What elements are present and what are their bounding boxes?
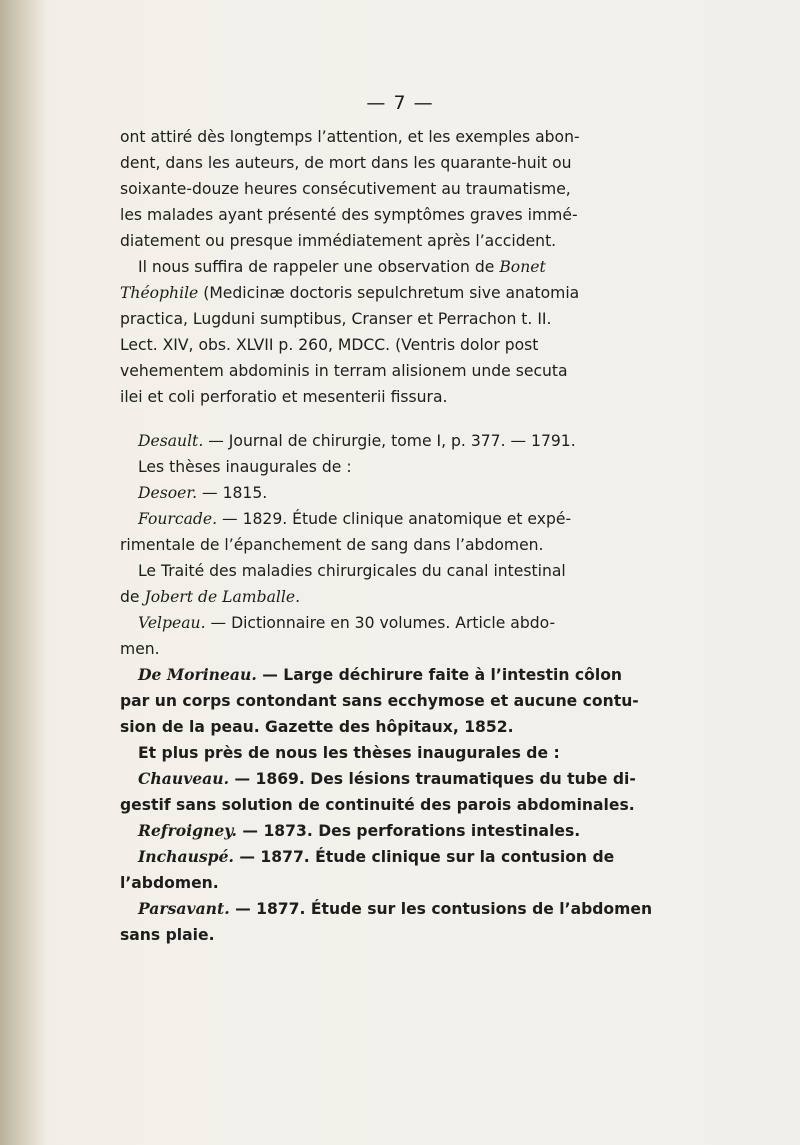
text-line	[120, 254, 710, 280]
page-number: — 7 —	[366, 92, 434, 114]
text-line	[120, 870, 710, 896]
text-span: — 1873. Des perforations intestinales.	[237, 822, 581, 840]
page-binding-shadow	[0, 0, 46, 1145]
italic-name: Théophile	[120, 284, 199, 302]
text-line	[120, 358, 710, 384]
italic-name: Chauveau.	[138, 769, 230, 788]
text-line	[120, 280, 710, 306]
text-span: practica, Lugduni sumptibus, Cranser et Perrachon t. II.	[120, 310, 552, 328]
text-line	[120, 584, 710, 610]
text-span: Les thèses inaugurales de :	[138, 458, 352, 476]
text-span: ont attiré dès longtemps l’attention, et les exemples abon-	[120, 128, 580, 146]
text-span: — Journal de chirurgie, tome I, p. 377. — 1791.	[203, 432, 576, 450]
text-line	[120, 688, 710, 714]
text-line	[120, 332, 710, 358]
text-span: — 1815.	[197, 484, 268, 502]
body-text	[120, 124, 710, 948]
text-span: vehementem abdominis in terram alisionem unde secuta	[120, 362, 568, 380]
text-line	[120, 384, 710, 410]
text-line	[120, 896, 710, 922]
text-line	[120, 740, 710, 766]
text-span: — 1877. Étude clinique sur la contusion de	[233, 848, 615, 866]
text-line	[120, 766, 710, 792]
text-line	[120, 844, 710, 870]
text-span: par un corps contondant sans ecchymose et aucune contu-	[120, 692, 639, 710]
italic-name: Inchauspé.	[138, 847, 234, 866]
text-line	[120, 532, 710, 558]
text-span: men.	[120, 640, 160, 658]
text-line	[120, 818, 710, 844]
text-span: Et plus près de nous les thèses inaugurales de :	[138, 744, 560, 762]
text-line	[120, 228, 710, 254]
text-line	[120, 714, 710, 740]
text-line	[120, 662, 710, 688]
text-span: soixante-douze heures consécutivement au traumatisme,	[120, 180, 571, 198]
text-span: les malades ayant présenté des symptômes graves immé-	[120, 206, 578, 224]
text-line	[120, 610, 710, 636]
italic-name: Parsavant.	[138, 899, 230, 918]
text-line	[120, 922, 710, 948]
italic-name: Fourcade.	[138, 510, 218, 528]
text-line	[120, 792, 710, 818]
italic-name: Desoer.	[138, 484, 198, 502]
text-span: — Large déchirure faite à l’intestin côlon	[256, 666, 623, 684]
text-line	[120, 480, 710, 506]
paragraph-gap	[120, 410, 710, 428]
text-span: diatement ou presque immédiatement après l’accident.	[120, 232, 557, 250]
text-line	[120, 636, 710, 662]
text-line	[120, 176, 710, 202]
text-line	[120, 428, 710, 454]
text-line	[120, 150, 710, 176]
text-span: l’abdomen.	[120, 874, 219, 892]
text-span: — 1869. Des lésions traumatiques du tube di-	[229, 770, 636, 788]
italic-name: Desault.	[138, 432, 204, 450]
text-span: — 1877. Étude sur les contusions de l’abdomen	[229, 900, 653, 918]
text-line	[120, 202, 710, 228]
text-span: — Dictionnaire en 30 volumes. Article abdo-	[205, 614, 556, 632]
text-span: sion de la peau. Gazette des hôpitaux, 1852.	[120, 718, 514, 736]
text-span: rimentale de l’épanchement de sang dans l’abdomen.	[120, 536, 544, 554]
italic-name: Refroigney.	[138, 821, 237, 840]
text-span: gestif sans solution de continuité des parois abdominales.	[120, 796, 635, 814]
text-span: Il nous suffira de rappeler une observation de	[138, 258, 500, 276]
text-span: Le Traité des maladies chirurgicales du canal intestinal	[138, 562, 566, 580]
italic-name: Velpeau.	[138, 614, 206, 632]
italic-name: Jobert de Lamballe.	[144, 588, 301, 606]
text-line	[120, 454, 710, 480]
text-span: sans plaie.	[120, 926, 215, 944]
text-line	[120, 124, 710, 150]
text-line	[120, 506, 710, 532]
italic-name: Bonet	[499, 258, 546, 276]
text-span: Lect. XIV, obs. XLVII p. 260, MDCC. (Ventris dolor post	[120, 336, 539, 354]
text-span: dent, dans les auteurs, de mort dans les quarante-huit ou	[120, 154, 572, 172]
text-span: de	[120, 588, 145, 606]
text-span: (Medicinæ doctoris sepulchretum sive anatomia	[198, 284, 580, 302]
text-line	[120, 558, 710, 584]
italic-name: De Morineau.	[138, 665, 257, 684]
text-span: — 1829. Étude clinique anatomique et expé-	[217, 510, 572, 528]
text-line	[120, 306, 710, 332]
text-span: ilei et coli perforatio et mesenterii fissura.	[120, 388, 448, 406]
